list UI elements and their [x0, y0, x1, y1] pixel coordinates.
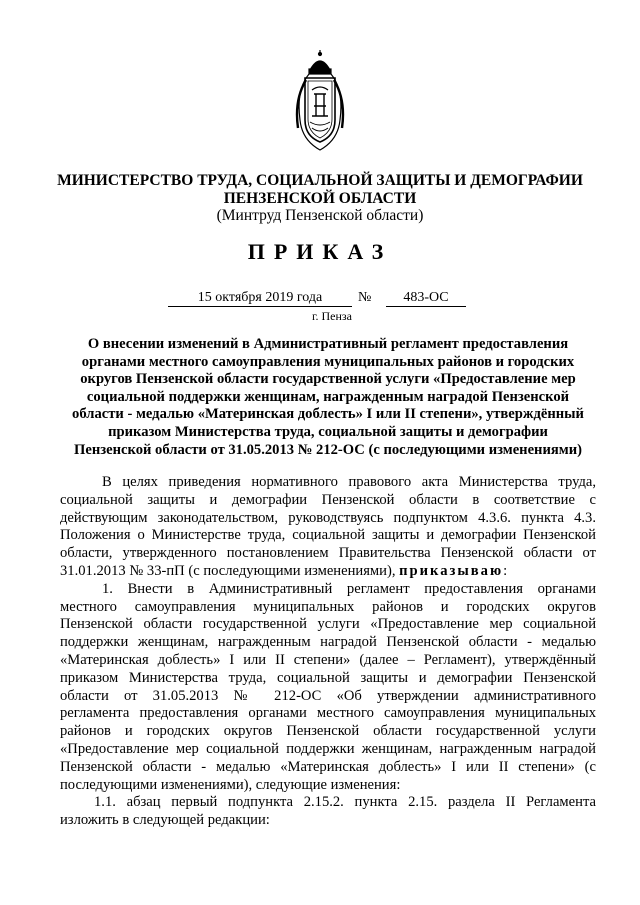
order-number: 483-ОС — [386, 290, 466, 307]
paragraph-line: Пензенской области - медалью «Материнская доблесть» I или II степени» (с — [60, 758, 596, 775]
heading-line: округов Пензенской области государственной услуги «Предоставление мер — [80, 371, 576, 388]
paragraph-line: местного самоуправления муниципальных районов и городских округов — [60, 598, 596, 615]
paragraph-line: Пензенской области государственной услуги «Предоставление мер социальной — [60, 616, 596, 633]
paragraph-line: изложить в следующей редакции: — [60, 812, 270, 829]
order-heading — [58, 336, 598, 459]
paragraph-line: области, утвержденного постановлением Правительства Пензенской области от — [60, 545, 596, 562]
ministry-short-name: (Минтруд Пензенской области) — [216, 207, 424, 224]
paragraph-line: 1. Внести в Административный регламент предоставления органами — [102, 580, 596, 597]
heading-line: приказом Министерства труда, социальной защиты и демографии — [108, 423, 548, 440]
heading-line: Пензенской области от 31.05.2013 № 212-ОС (с последующими изменениями) — [74, 441, 582, 458]
heading-line: социальной поддержки женщинам, награжденным наградой Пензенской — [86, 388, 570, 405]
heading-line: органами местного самоуправления муниципальных районов и городских — [81, 353, 575, 370]
paragraph-line: действующим законодательством, руководствуясь подпунктом 4.3.6. пункта 4.3. — [60, 509, 596, 526]
paragraph-line: Положения о Министерстве труда, социальной защиты и демографии Пензенской — [60, 527, 596, 544]
paragraph-line: «Материнская доблесть» I или II степени» (далее – Регламент), утверждённый — [60, 651, 596, 668]
order-date: 15 октября 2019 года — [168, 290, 352, 307]
paragraph-line: районов и городских округов Пензенской области государственной услуги — [60, 723, 596, 740]
paragraph-line: последующими изменениями), следующие изменения: — [60, 776, 401, 793]
ministry-name-line1: МИНИСТЕРСТВО ТРУДА, СОЦИАЛЬНОЙ ЗАЩИТЫ И ДЕМОГРАФИИ — [57, 172, 583, 189]
order-city: г. Пенза — [311, 309, 352, 323]
paragraph-line — [60, 563, 596, 581]
paragraph-line: В целях приведения нормативного правового акта Министерства труда, — [102, 474, 596, 490]
paragraph-line: регламента предоставления органами местного самоуправления муниципальных — [60, 705, 596, 722]
order-number-sign: № — [358, 290, 372, 305]
heading-line: области - медалью «Материнская доблесть» I или II степени», утверждённый — [72, 406, 584, 423]
paragraph-line: «Предоставление мер социальной поддержки женщинам, награжденным наградой — [60, 740, 596, 757]
paragraph-line: социальной защиты и демографии Пензенской области в соответствие с — [60, 491, 596, 508]
order-keyword: приказываю — [399, 562, 504, 579]
order-title: ПРИКАЗ — [247, 239, 393, 264]
order-body — [60, 474, 596, 830]
paragraph-line: поддержки женщинам, награжденным наградой Пензенской области - медалью — [60, 634, 596, 651]
heading-line: О внесении изменений в Административный регламент предоставления — [87, 336, 569, 352]
paragraph-line: приказом Министерства труда, социальной защиты и демографии Пензенской — [60, 669, 596, 686]
paragraph-line: 1.1. абзац первый подпункта 2.15.2. пункта 2.15. раздела II Регламента — [94, 794, 596, 811]
coat-of-arms-emblem — [292, 50, 348, 154]
ministry-name-line2: ПЕНЗЕНСКОЙ ОБЛАСТИ — [223, 190, 417, 207]
paragraph-text: 31.01.2013 № 33-пП (с последующими изменениями), — [60, 562, 396, 579]
paragraph-text: : — [503, 562, 508, 579]
paragraph-line: области от 31.05.2013 № 212-ОС «Об утверждении административного — [60, 687, 596, 704]
